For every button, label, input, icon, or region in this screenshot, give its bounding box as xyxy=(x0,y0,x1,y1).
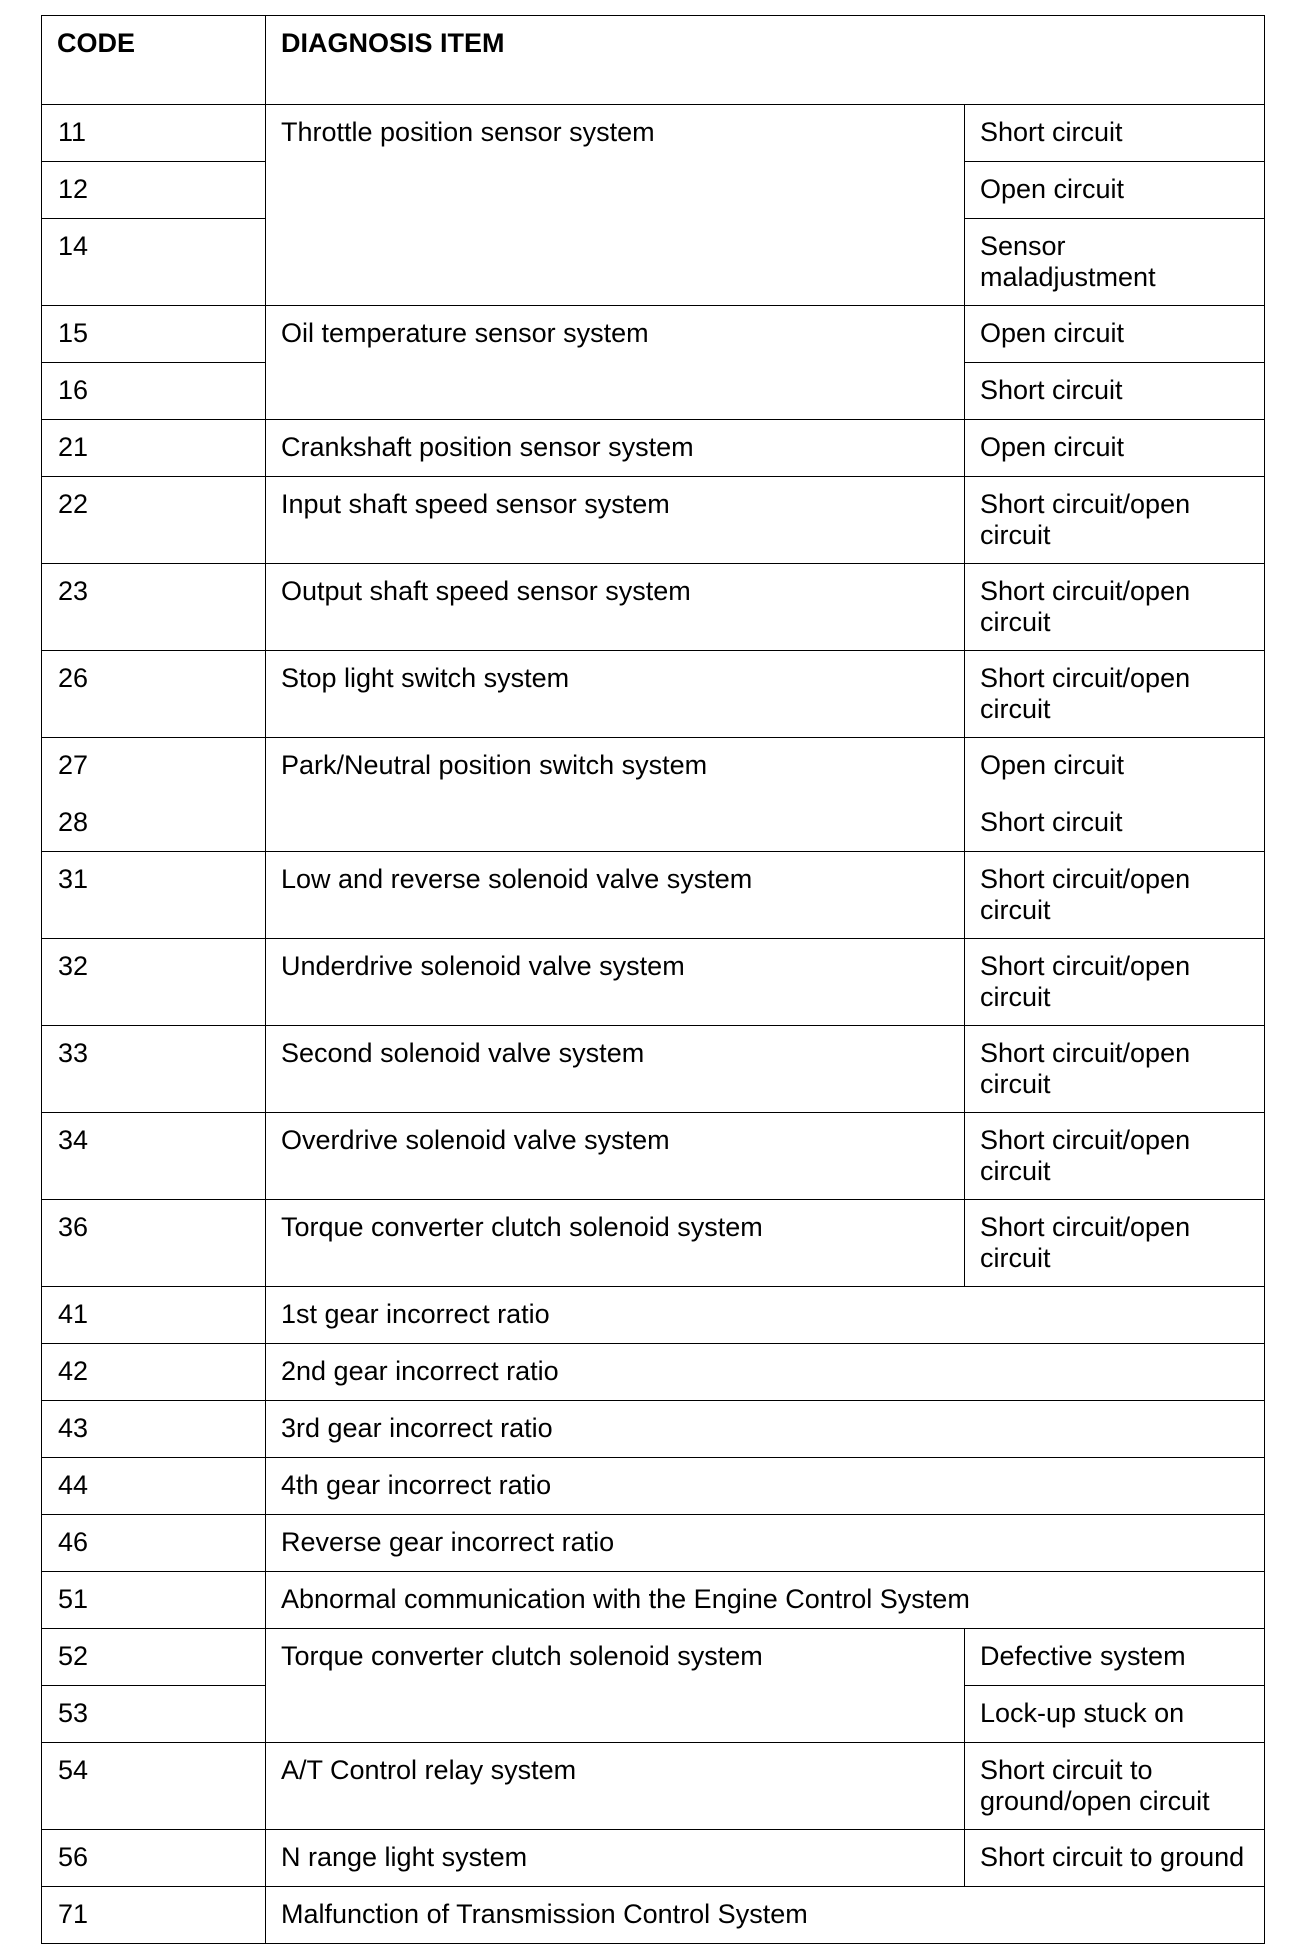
condition-cell: Short circuit/open circuit xyxy=(965,1200,1265,1287)
condition-cell: Short circuit/open circuit xyxy=(965,477,1265,564)
condition-cell: Open circuit xyxy=(965,420,1265,477)
diagnosis-item-cell: Output shaft speed sensor system xyxy=(266,564,965,651)
diagnosis-item-cell: 1st gear incorrect ratio xyxy=(266,1287,1265,1344)
code-cell: 12 xyxy=(42,162,266,219)
diagnosis-item-cell: Reverse gear incorrect ratio xyxy=(266,1515,1265,1572)
condition-cell: Short circuit/open circuit xyxy=(965,1113,1265,1200)
diagnosis-item-cell: Park/Neutral position switch system xyxy=(266,738,965,852)
diagnosis-item-cell: Malfunction of Transmission Control System xyxy=(266,1887,1265,1944)
table-row xyxy=(42,1401,1265,1458)
code-cell: 34 xyxy=(42,1113,266,1200)
code-cell: 51 xyxy=(42,1572,266,1629)
code-cell: 43 xyxy=(42,1401,266,1458)
code-cell: 21 xyxy=(42,420,266,477)
table-row xyxy=(42,1026,1265,1113)
code-cell: 56 xyxy=(42,1830,266,1887)
condition-cell: Open circuit xyxy=(965,162,1265,219)
table-row xyxy=(42,1629,1265,1686)
diagnosis-item-cell: Stop light switch system xyxy=(266,651,965,738)
diagnosis-item-cell: Second solenoid valve system xyxy=(266,1026,965,1113)
condition-cell: Short circuit/open circuit xyxy=(965,651,1265,738)
table-row xyxy=(42,1113,1265,1200)
table-row xyxy=(42,738,1265,795)
table-row xyxy=(42,564,1265,651)
diagnosis-item-column-header: DIAGNOSIS ITEM xyxy=(266,16,1265,105)
condition-cell: Defective system xyxy=(965,1629,1265,1686)
code-cell: 26 xyxy=(42,651,266,738)
condition-cell: Short circuit to ground/open circuit xyxy=(965,1743,1265,1830)
diagnosis-item-cell: A/T Control relay system xyxy=(266,1743,965,1830)
table-row xyxy=(42,1344,1265,1401)
code-cell: 53 xyxy=(42,1686,266,1743)
diagnosis-item-cell: Low and reverse solenoid valve system xyxy=(266,852,965,939)
table-header-row xyxy=(42,16,1265,105)
code-cell: 23 xyxy=(42,564,266,651)
code-cell: 27 xyxy=(42,738,266,795)
code-cell: 33 xyxy=(42,1026,266,1113)
table-row xyxy=(42,420,1265,477)
condition-cell: Sensor maladjustment xyxy=(965,219,1265,306)
code-cell: 46 xyxy=(42,1515,266,1572)
diagnosis-item-cell: Torque converter clutch solenoid system xyxy=(266,1629,965,1743)
code-cell: 28 xyxy=(42,795,266,852)
code-cell: 41 xyxy=(42,1287,266,1344)
table-row xyxy=(42,1287,1265,1344)
table-row xyxy=(42,1515,1265,1572)
condition-cell: Short circuit/open circuit xyxy=(965,564,1265,651)
diagnosis-item-cell: Throttle position sensor system xyxy=(266,105,965,306)
condition-cell: Open circuit xyxy=(965,738,1265,795)
table-row xyxy=(42,1743,1265,1830)
diagnosis-item-cell: Input shaft speed sensor system xyxy=(266,477,965,564)
diagnosis-item-cell: N range light system xyxy=(266,1830,965,1887)
diagnosis-item-cell: 4th gear incorrect ratio xyxy=(266,1458,1265,1515)
table-row xyxy=(42,477,1265,564)
table-row xyxy=(42,105,1265,162)
diagnosis-item-cell: Oil temperature sensor system xyxy=(266,306,965,420)
code-cell: 15 xyxy=(42,306,266,363)
code-cell: 52 xyxy=(42,1629,266,1686)
code-cell: 31 xyxy=(42,852,266,939)
diagnosis-item-cell: Abnormal communication with the Engine Control System xyxy=(266,1572,1265,1629)
diagnosis-item-cell: Underdrive solenoid valve system xyxy=(266,939,965,1026)
condition-cell: Short circuit/open circuit xyxy=(965,939,1265,1026)
code-cell: 22 xyxy=(42,477,266,564)
condition-cell: Open circuit xyxy=(965,306,1265,363)
table-row xyxy=(42,1458,1265,1515)
table-row xyxy=(42,1200,1265,1287)
code-cell: 71 xyxy=(42,1887,266,1944)
table-row xyxy=(42,1572,1265,1629)
condition-cell: Short circuit to ground xyxy=(965,1830,1265,1887)
code-cell: 11 xyxy=(42,105,266,162)
condition-cell: Short circuit xyxy=(965,795,1265,852)
condition-cell: Short circuit xyxy=(965,363,1265,420)
code-cell: 54 xyxy=(42,1743,266,1830)
condition-cell: Short circuit xyxy=(965,105,1265,162)
code-cell: 44 xyxy=(42,1458,266,1515)
code-cell: 36 xyxy=(42,1200,266,1287)
condition-cell: Short circuit/open circuit xyxy=(965,852,1265,939)
table-row xyxy=(42,1887,1265,1944)
code-cell: 16 xyxy=(42,363,266,420)
table-row xyxy=(42,939,1265,1026)
table-row xyxy=(42,1830,1265,1887)
condition-cell: Short circuit/open circuit xyxy=(965,1026,1265,1113)
table-row xyxy=(42,651,1265,738)
condition-cell: Lock-up stuck on xyxy=(965,1686,1265,1743)
code-cell: 14 xyxy=(42,219,266,306)
diagnosis-item-cell: 3rd gear incorrect ratio xyxy=(266,1401,1265,1458)
diagnosis-code-table xyxy=(41,15,1265,1944)
code-cell: 32 xyxy=(42,939,266,1026)
diagnosis-item-cell: Torque converter clutch solenoid system xyxy=(266,1200,965,1287)
code-cell: 42 xyxy=(42,1344,266,1401)
code-column-header: CODE xyxy=(42,16,266,105)
diagnosis-item-cell: 2nd gear incorrect ratio xyxy=(266,1344,1265,1401)
diagnosis-item-cell: Crankshaft position sensor system xyxy=(266,420,965,477)
table-row xyxy=(42,852,1265,939)
diagnosis-item-cell: Overdrive solenoid valve system xyxy=(266,1113,965,1200)
table-row xyxy=(42,306,1265,363)
